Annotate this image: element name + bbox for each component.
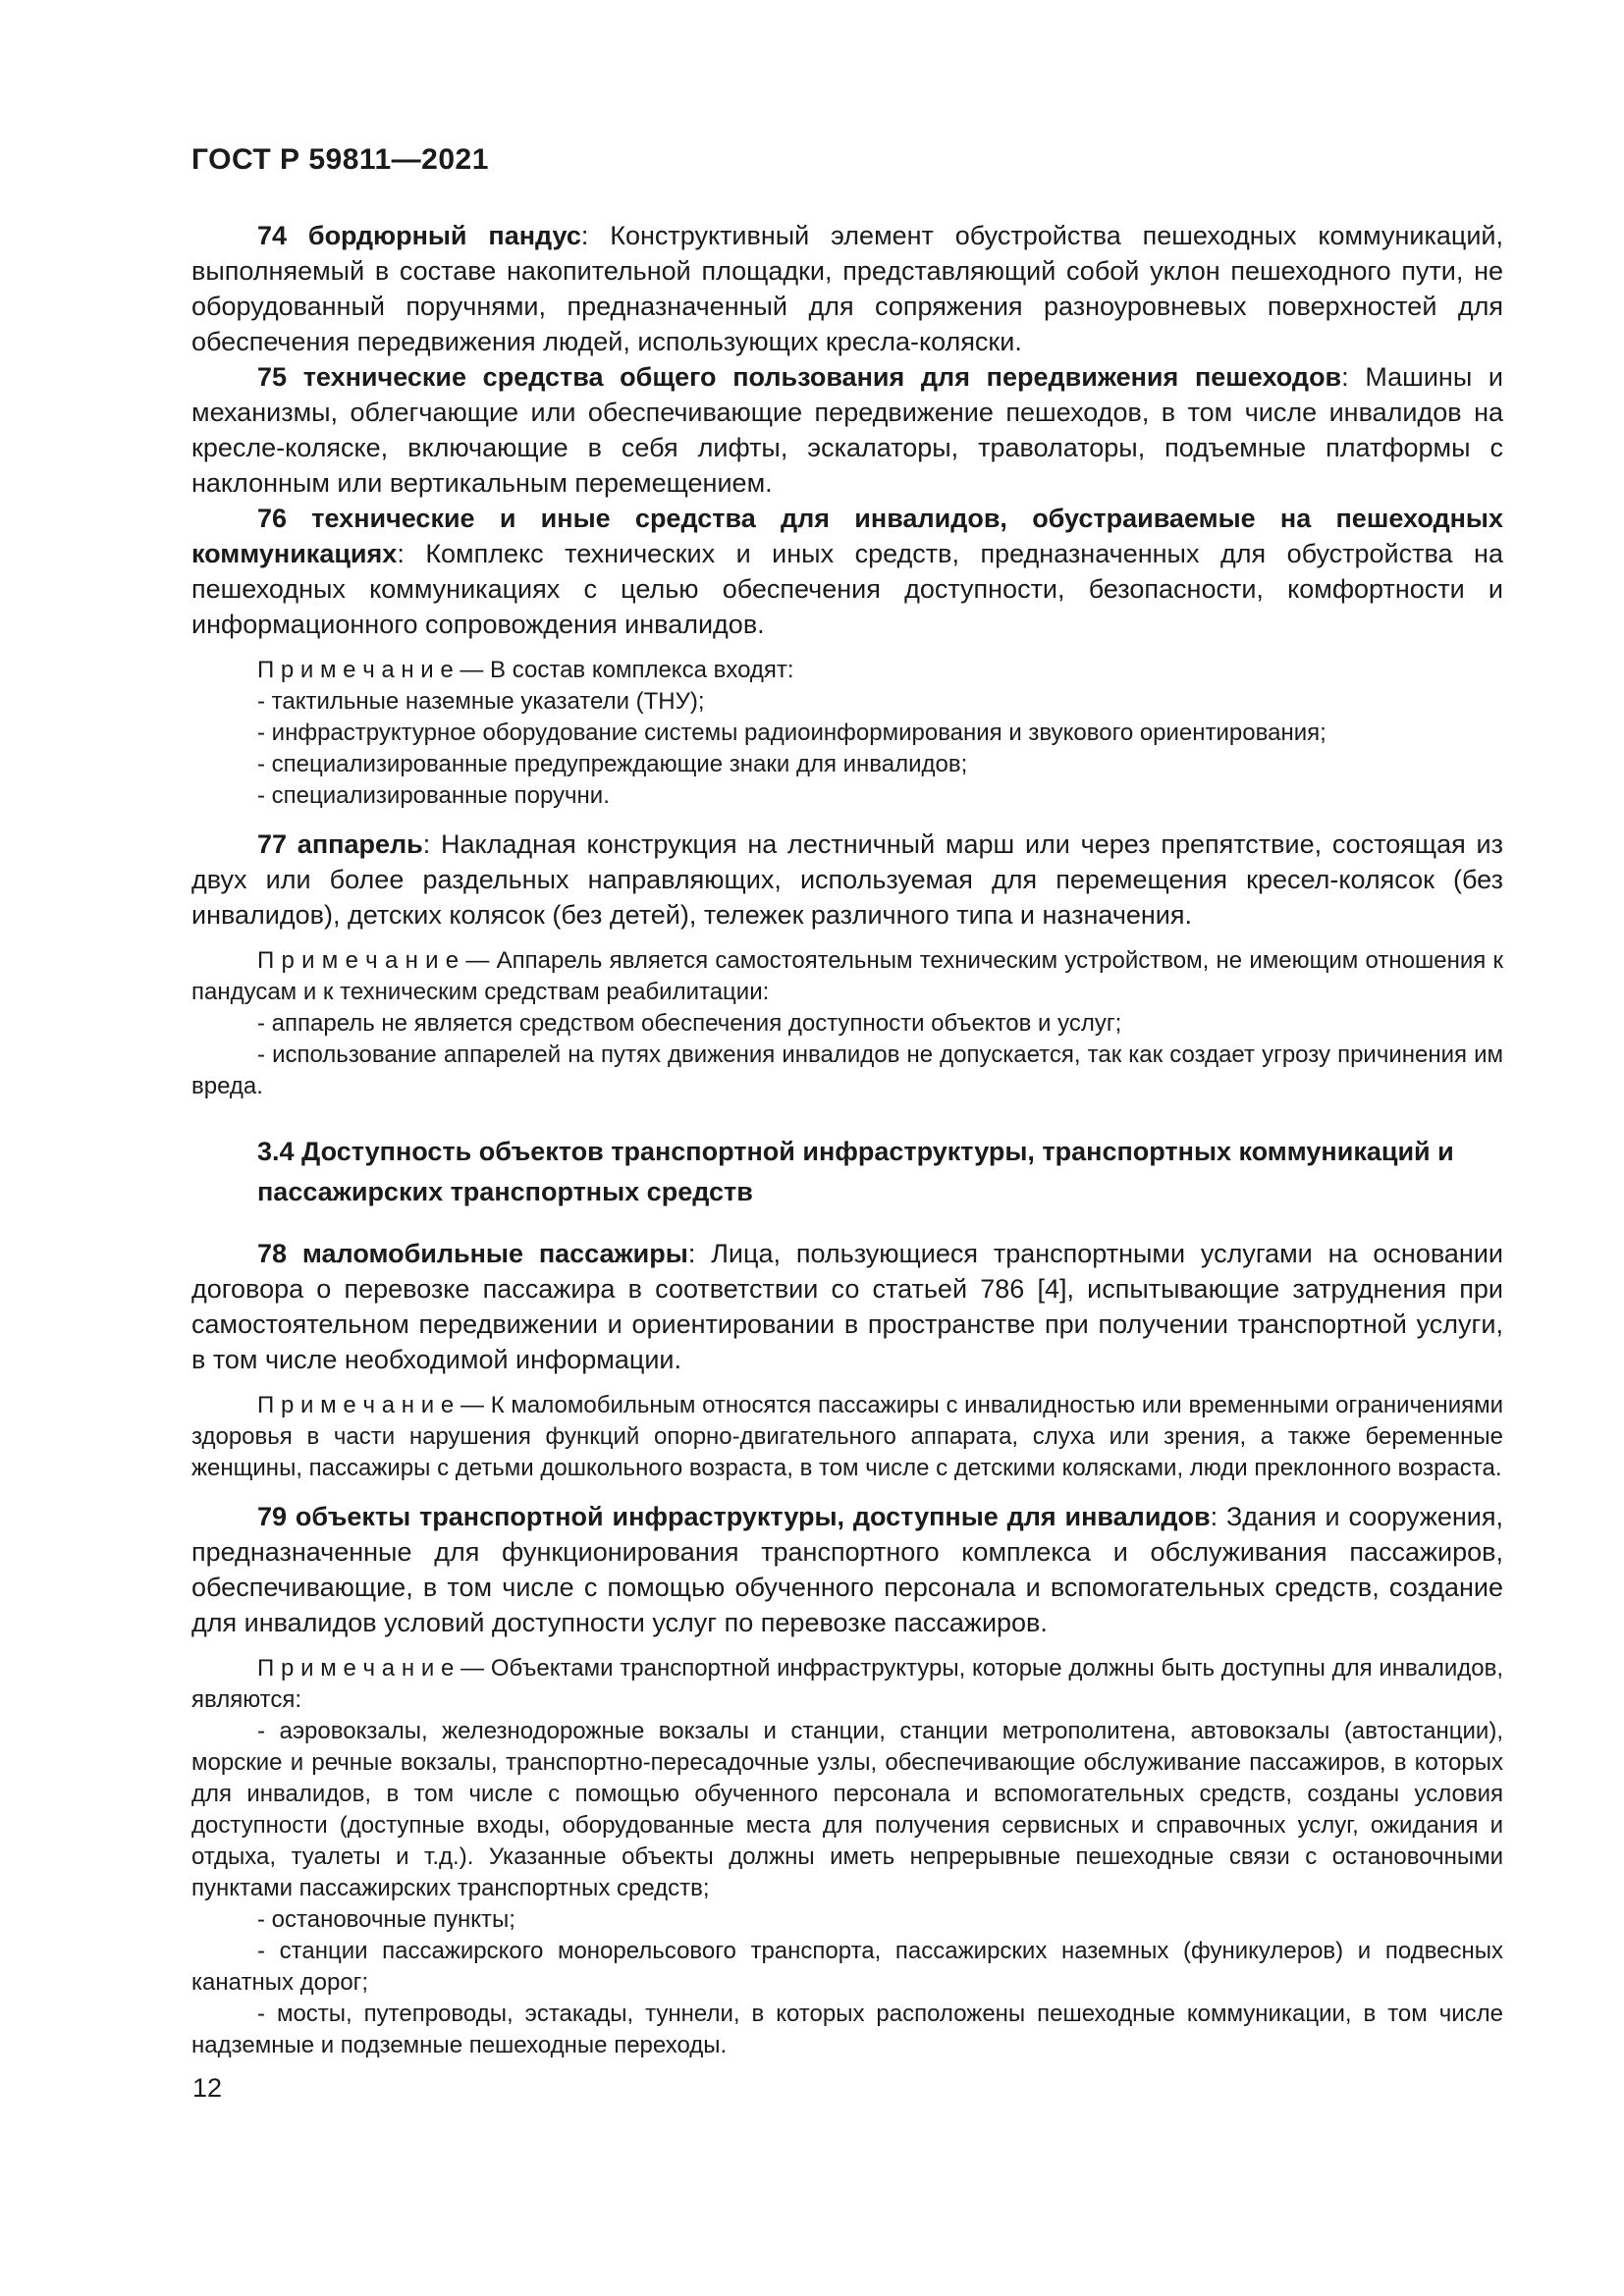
- term-79-label: 79 объекты транспортной инфраструктуры, доступные для инвалидов: [257, 1502, 1211, 1531]
- term-definition-75: [191, 359, 1503, 501]
- note-77-item-2: - использование аппарелей на путях движения инвалидов не допускается, так как создает угрозу причинения им вреда.: [191, 1041, 1503, 1099]
- note-76-item-2: - инфраструктурное оборудование системы радиоинформирования и звукового ориентирования;: [257, 720, 1326, 746]
- document-number: ГОСТ Р 59811—2021: [191, 143, 489, 176]
- note-77-intro: П р и м е ч а н и е — Аппарель является самостоятельным техническим устройством, не имеющим отношения к пандусам и к техническим средствам реабилитации:: [191, 947, 1503, 1005]
- note-76-item-1: - тактильные наземные указатели (ТНУ);: [257, 688, 705, 715]
- term-78-text: : Лица, пользующиеся транспортными услугами на основании договора о перевозке пассажира в соответствии со статьей 786 [4], испытывающие затруднения при самостоятельном передвижении и ориентировании в пространстве при получении транспортной услуги, в том числе необходимой информации.: [191, 1239, 1503, 1374]
- note-76: [191, 655, 1503, 812]
- term-77-text: : Накладная конструкция на лестничный марш или через препятствие, состоящая из двух или более раздельных направляющих, используемая для перемещения кресел-колясок (без инвалидов), детских колясок (без детей), тележек различного типа и назначения.: [191, 829, 1503, 930]
- term-77-label: 77 аппарель: [257, 829, 423, 859]
- section-heading-3-4: 3.4 Доступность объектов транспортной инфраструктуры, транспортных коммуникаций и пассажирских транспортных средств: [257, 1137, 1454, 1206]
- term-75-text: : Машины и механизмы, облегчающие или обеспечивающие передвижение пешеходов, в том числе инвалидов на кресле-коляске, включающие в себя лифты, эскалаторы, траволаторы, подъемные платформы с наклонным или вертикальным перемещением.: [191, 362, 1503, 498]
- term-74-label: 74 бордюрный пандус: [257, 221, 581, 250]
- note-79: [191, 1653, 1503, 2061]
- note-76-item-3: - специализированные предупреждающие знаки для инвалидов;: [257, 751, 968, 777]
- note-76-intro: П р и м е ч а н и е — В состав комплекса входят:: [257, 657, 794, 683]
- term-definition-78: [191, 1236, 1503, 1377]
- term-definition-79: [191, 1499, 1503, 1640]
- page-content: [191, 218, 1503, 2076]
- page-number: 12: [192, 2073, 223, 2103]
- term-definition-74: [191, 218, 1503, 359]
- note-77-item-1: - аппарель не является средством обеспечения доступности объектов и услуг;: [257, 1010, 1122, 1037]
- term-76-text: : Комплекс технических и иных средств, предназначенных для обустройства на пешеходных коммуникациях с целью обеспечения доступности, безопасности, комфортности и информационного сопровождения инвалидов.: [191, 539, 1503, 639]
- note-79-item-3: - станции пассажирского монорельсового транспорта, пассажирских наземных (фуникулеров) и подвесных канатных дорог;: [191, 1938, 1503, 1996]
- note-79-item-4: - мосты, путепроводы, эстакады, туннели, в которых расположены пешеходные коммуникации, в том числе надземные и подземные пешеходные переходы.: [191, 2001, 1503, 2058]
- note-77: [191, 945, 1503, 1102]
- term-78-label: 78 маломобильные пассажиры: [257, 1239, 688, 1268]
- term-79-text: : Здания и сооружения, предназначенные для функционирования транспортного комплекса и обслуживания пассажиров, обеспечивающие, в том числе с помощью обученного персонала и вспомогательных средств, создание для инвалидов условий доступности услуг по перевозке пассажиров.: [191, 1502, 1504, 1637]
- note-79-item-1: - аэровокзалы, железнодорожные вокзалы и станции, станции метрополитена, автовокзалы (автостанции), морские и речные вокзалы, транспортно-пересадочные узлы, обеспечивающие обслуживание пассажиров, в которых для инвалидов, в том числе с помощью обученного персонала и вспомогательных средств, созданы условия доступности (доступные входы, оборудованные места для получения сервисных и справочных услуг, ожидания и отдыха, туалеты и т.д.). Указанные объекты должны иметь непрерывные пешеходные связи с остановочными пунктами пассажирских транспортных средств;: [191, 1718, 1503, 1901]
- note-76-item-4: - специализированные поручни.: [257, 782, 610, 809]
- note-78-intro: П р и м е ч а н и е — К маломобильным относятся пассажиры с инвалидностью или временными ограничениями здоровья в части нарушения функций опорно-двигательного аппарата, слуха или зрения, а также беременные женщины, пассажиры с детьми дошкольного возраста, в том числе с детскими колясками, люди преклонного возраста.: [191, 1392, 1503, 1481]
- note-79-item-2: - остановочные пункты;: [257, 1906, 515, 1933]
- term-definition-77: [191, 827, 1503, 933]
- note-79-intro: П р и м е ч а н и е — Объектами транспортной инфраструктуры, которые должны быть доступны для инвалидов, являются:: [191, 1655, 1503, 1713]
- term-74-text: : Конструктивный элемент обустройства пешеходных коммуникаций, выполняемый в составе накопительной площадки, представляющий собой уклон пешеходного пути, не оборудованный поручнями, предназначенный для сопряжения разноуровневых поверхностей для обеспечения передвижения людей, использующих кресла-коляски.: [191, 221, 1503, 356]
- term-75-label: 75 технические средства общего пользования для передвижения пешеходов: [257, 362, 1342, 392]
- term-definition-76: [191, 501, 1503, 642]
- note-78: [191, 1390, 1503, 1484]
- term-76-label: 76 технические и иные средства для инвалидов, обустраиваемые на пешеходных коммуникациях: [191, 504, 1503, 568]
